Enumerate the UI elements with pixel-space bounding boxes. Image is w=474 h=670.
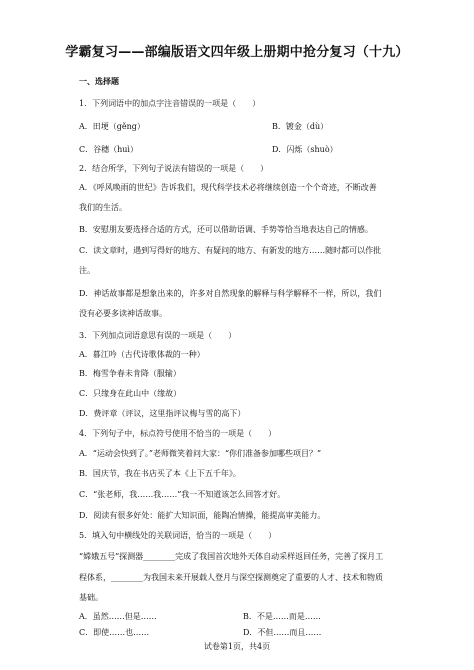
- q2-stem: 2．结合所学，下列句子说法有错误的一项是（ ）: [79, 164, 269, 173]
- q5-stem: 5．填入句中横线处的关联词语，恰当的一项是（ ）: [79, 531, 277, 540]
- q5-option-d: D．不但……而且……: [243, 628, 322, 637]
- q2-option-a-line2: 我们的生活。: [79, 203, 127, 212]
- page-footer: 试卷第1页，共4页: [203, 642, 271, 651]
- q2-option-d-line1: D．神话故事都是想象出来的，许多对自然现象的解释与科学解释不一样，所以，我们: [79, 289, 382, 298]
- q5-option-a: A．虽然……但是……: [79, 612, 157, 621]
- q3-option-b: B．梅雪争春未肯降（服输）: [79, 369, 181, 378]
- q1-option-a: A．田埂（gěng）: [79, 122, 145, 131]
- q2-option-c-line2: 注。: [79, 266, 95, 275]
- section-heading: 一、选择题: [79, 77, 119, 86]
- q5-passage-line3: 基础。: [79, 593, 103, 602]
- q4-option-b: B．国庆节，我在书店买了本《上下五千年》。: [79, 469, 241, 478]
- q5-option-b: B．不是……而是……: [243, 612, 321, 621]
- q1-option-d: D．闪烁（shuò）: [272, 145, 338, 154]
- q1-option-c: C．谷穗（huì）: [79, 145, 138, 154]
- q4-stem: 4．下列句子中，标点符号使用不恰当的一项是（ ）: [79, 429, 277, 438]
- q3-option-c: C．只缘身在此山中（缘故）: [79, 389, 182, 398]
- q5-option-c: C．即使……也……: [79, 628, 150, 637]
- q1-stem: 1．下列词语中的加点字注音错误的一项是（ ）: [79, 99, 261, 108]
- q2-option-d-line2: 没有必要多读神话故事。: [79, 309, 167, 318]
- q4-option-a: A．“运动会快到了。”老师微笑着问大家：“你们准备参加哪些项目？”: [79, 449, 322, 458]
- q1-option-b: B．镀金（dù）: [272, 122, 329, 131]
- page-title: 学霸复习——部编版语文四年级上册期中抢分复习（十九）: [65, 45, 409, 60]
- q3-option-a: A．暮江吟（古代诗歌体裁的一种）: [79, 350, 205, 359]
- q3-stem: 3．下列加点词语意思有误的一项是（ ）: [79, 331, 237, 340]
- q2-option-a-line1: A．《呼风唤雨的世纪》告诉我们，现代科学技术必将继续创造一个个奇迹，不断改善: [79, 183, 377, 192]
- q5-passage-line2: 程体系，________为我国未来开展载人登月与深空探测奠定了重要的人才、技术和物质: [79, 573, 383, 582]
- q2-option-b: B．安慰朋友要选择合适的方式，还可以借助语调、手势等恰当地表达自己的情感。: [79, 225, 373, 234]
- q4-option-c: C．“张老师，我……我……”我一不知道该怎么回答才好。: [79, 490, 286, 499]
- q3-option-d: D．费评章（评议，这里指评议梅与雪的高下）: [79, 409, 246, 418]
- q4-option-d: D．阅读有很多好处：能扩大知识面，能陶冶情操，能提高审美能力。: [79, 511, 326, 520]
- q5-passage-line1: “嫦娥五号”探测器________完成了我国首次地外天体自动采样返回任务，完善了探月工: [79, 552, 384, 561]
- q2-option-c-line1: C．读文章时，遇到写得好的地方、有疑问的地方、有新发的地方……随时都可以作批: [79, 246, 382, 255]
